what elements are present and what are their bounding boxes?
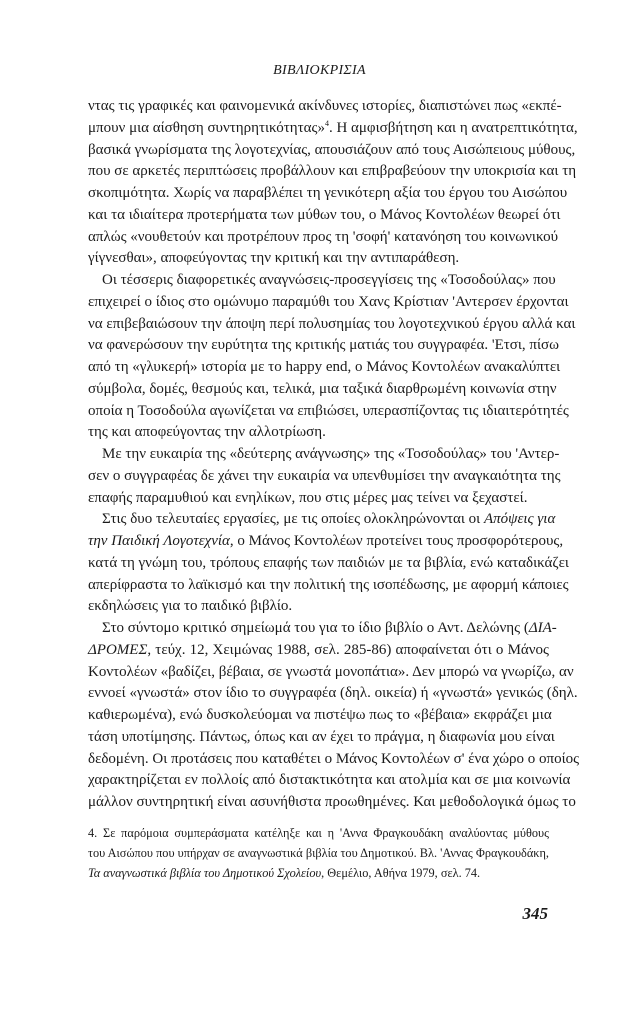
footnote-line xyxy=(88,863,549,883)
text-run: Στις δυο τελευταίες εργασίες, με τις οποίες ολοκληρώνονται οι xyxy=(102,511,484,528)
paragraph-line: απερίφραστα το λαϊκισμό και την πολιτική της ισοπέδωσης, με αφορμή κάποιες xyxy=(88,576,569,593)
italic-title: ΔΙΑ- xyxy=(528,620,557,636)
paragraph-line: μάλλον συντηρητική είναι ασυνήθιστα προωθημένες. Και μεθοδολογικά όμως το xyxy=(88,794,576,810)
paragraph-line: Με την ευκαιρία της «δεύτερης ανάγνωσης» της «Τοσοδούλας» του 'Αντερ- xyxy=(102,446,560,462)
italic-title: την Παιδική Λογοτεχνία xyxy=(88,533,230,549)
running-header: ΒΙΒΛΙΟΚΡΙΣΙΑ xyxy=(273,63,366,78)
footnote-ref: 4 xyxy=(324,118,329,128)
text-run: , ο Μάνος Κοντολέων προτείνει τους προσφορότερους, xyxy=(229,533,564,549)
paragraph-line xyxy=(88,640,549,662)
paragraph-line: της και αποφεύγοντας την αλλοτρίωση. xyxy=(88,424,326,441)
paragraph-line: δεδομένη. Οι προτάσεις που καταθέτει ο Μάνος Κοντολέων σ' ένα χώρο ο οποίος xyxy=(88,750,580,767)
footnote-line: 4. Σε παρόμοια συμπεράσματα κατέληξε και η 'Αννα Φραγκουδάκη αναλύοντας μύθους xyxy=(88,826,549,840)
paragraph-line: που σε αρκετές περιπτώσεις προβάλλουν και επιβραβεύουν την υποκρισία και τη xyxy=(88,163,577,180)
text-run: Στο σύντομο κριτικό σημείωμά του για το ίδιο βιβλίο ο Αντ. Δελώνης ( xyxy=(102,620,529,636)
paragraph-line xyxy=(88,618,557,640)
paragraph-line: οποία η Τοσοδούλα αγωνίζεται να επιβιώσει, υπερασπίζοντας τις ιδιαιτερότητές xyxy=(88,402,569,419)
page-number: 345 xyxy=(522,904,548,923)
body-text xyxy=(88,96,580,814)
footnotes xyxy=(88,823,549,883)
paragraph-line: επαφής παραμυθιού και ενηλίκων, που στις μέρες μας τείνει να ξεχαστεί. xyxy=(88,489,528,506)
italic-title: Τα αναγνωστικά βιβλία του Δημοτικού Σχολείου xyxy=(88,866,322,880)
paragraph-line: επιχειρεί ο ίδιος στο ομώνυμο παραμύθι του Χανς Κρίστιαν 'Αντερσεν έρχονται xyxy=(88,293,569,310)
paragraph-line: σύμβολα, δομές, θεσμούς και, τελικά, μια ταξικά διαρθρωμένη κοινωνία στην xyxy=(88,380,557,397)
paragraph-line: εκδηλώσεις για το παιδικό βιβλίο. xyxy=(88,598,293,615)
paragraph-line: Οι τέσσερις διαφορετικές αναγνώσεις-προσεγγίσεις της «Τοσοδούλας» που xyxy=(102,272,556,288)
italic-title: Απόψεις για xyxy=(483,511,556,528)
italic-title: ΔΡΟΜΕΣ xyxy=(88,641,148,658)
paragraph-line: σκοπιμότητα. Χωρίς να παραβλέπει τη γενικότερη αξία του έργου του Αισώπου xyxy=(88,185,568,201)
paragraph-line: και τα ιδιαίτερα προτερήματα των μύθων του, ο Μάνος Κοντολέων θεωρεί ότι xyxy=(88,206,561,223)
paragraph-line: να επιβεβαιώσουν την άποψη περί πολυσημίας του λογοτεχνικού έργου αλλά και xyxy=(88,315,576,332)
paragraph-line: να φανερώσουν την ευρύτητα της κριτικής ματιάς του συγγραφέα. 'Ετσι, πίσω xyxy=(88,337,559,354)
text-run: . Η αμφισβήτηση και η ανατρεπτικότητα, xyxy=(328,119,578,136)
text-run: , τεύχ. 12, Χειμώνας 1988, σελ. 285-86) αποφαίνεται ότι ο Μάνος xyxy=(147,641,549,658)
paragraph-line: κατά τη γνώμη του, τρόπους επαφής των παιδιών με τα βιβλία, ενώ καταδικάζει xyxy=(88,554,569,571)
paragraph-line: γίγνεσθαι», αποφεύγοντας την κριτική και την αντιπαράθεση. xyxy=(88,250,460,267)
paragraph-line: από τη «γλυκερή» ιστορία με το happy end, ο Μάνος Κοντολέων ανακαλύπτει xyxy=(88,359,561,375)
paragraph-line: σεν ο συγγραφέας δε χάνει την ευκαιρία να υπενθυμίσει την αναγκαιότητα της xyxy=(88,467,561,484)
paragraph-line: καθιερωμένα), ενώ δυσκολεύομαι να πιστέψω πως το «βέβαια» εκφράζει μια xyxy=(88,707,552,723)
paragraph-line: χαρακτηρίζεται εν πολλοίς από διστακτικότητα και ατολμία και σε μια κοινωνία xyxy=(88,772,571,789)
paragraph-line xyxy=(88,509,556,531)
paragraph-line: Κοντολέων «βαδίζει, βέβαια, σε γνωστά μονοπάτια». Δεν μπορώ να γνωρίζω, αν xyxy=(88,663,574,680)
paragraph-line xyxy=(88,531,564,553)
text-run: , Θεμέλιο, Αθήνα 1979, σελ. 74. xyxy=(321,866,481,880)
footnote-line: του Αισώπου που υπήρχαν σε αναγνωστικά βιβλία του Δημοτικού. Βλ. 'Αννας Φραγκουδάκη, xyxy=(88,846,549,860)
paragraph-line: απλώς «νουθετούν και προτρέπουν προς τη 'σοφή' κατανόηση του κοινωνικού xyxy=(88,228,559,245)
paragraph-line: τάση υποτίμησης. Πάντως, όπως και αν έχει το πράγμα, η διαφωνία μου είναι xyxy=(88,728,555,745)
paragraph-line: ντας τις γραφικές και φαινομενικά ακίνδυνες ιστορίες, διαπιστώνει πως «εκπέ- xyxy=(88,98,562,114)
paragraph-line xyxy=(88,118,578,140)
text-run: μπουν μια αίσθηση συντηρητικότητας» xyxy=(88,119,325,136)
paragraph-line: εννοεί «γνωστά» στον ίδιο το συγγραφέα (δηλ. οικεία) ή «γνωστά» γενικώς (δηλ. xyxy=(88,685,578,702)
paragraph-line: βασικά γνωρίσματα της λογοτεχνίας, απουσιάζουν από τους Αισώπειους μύθους, xyxy=(88,141,576,158)
